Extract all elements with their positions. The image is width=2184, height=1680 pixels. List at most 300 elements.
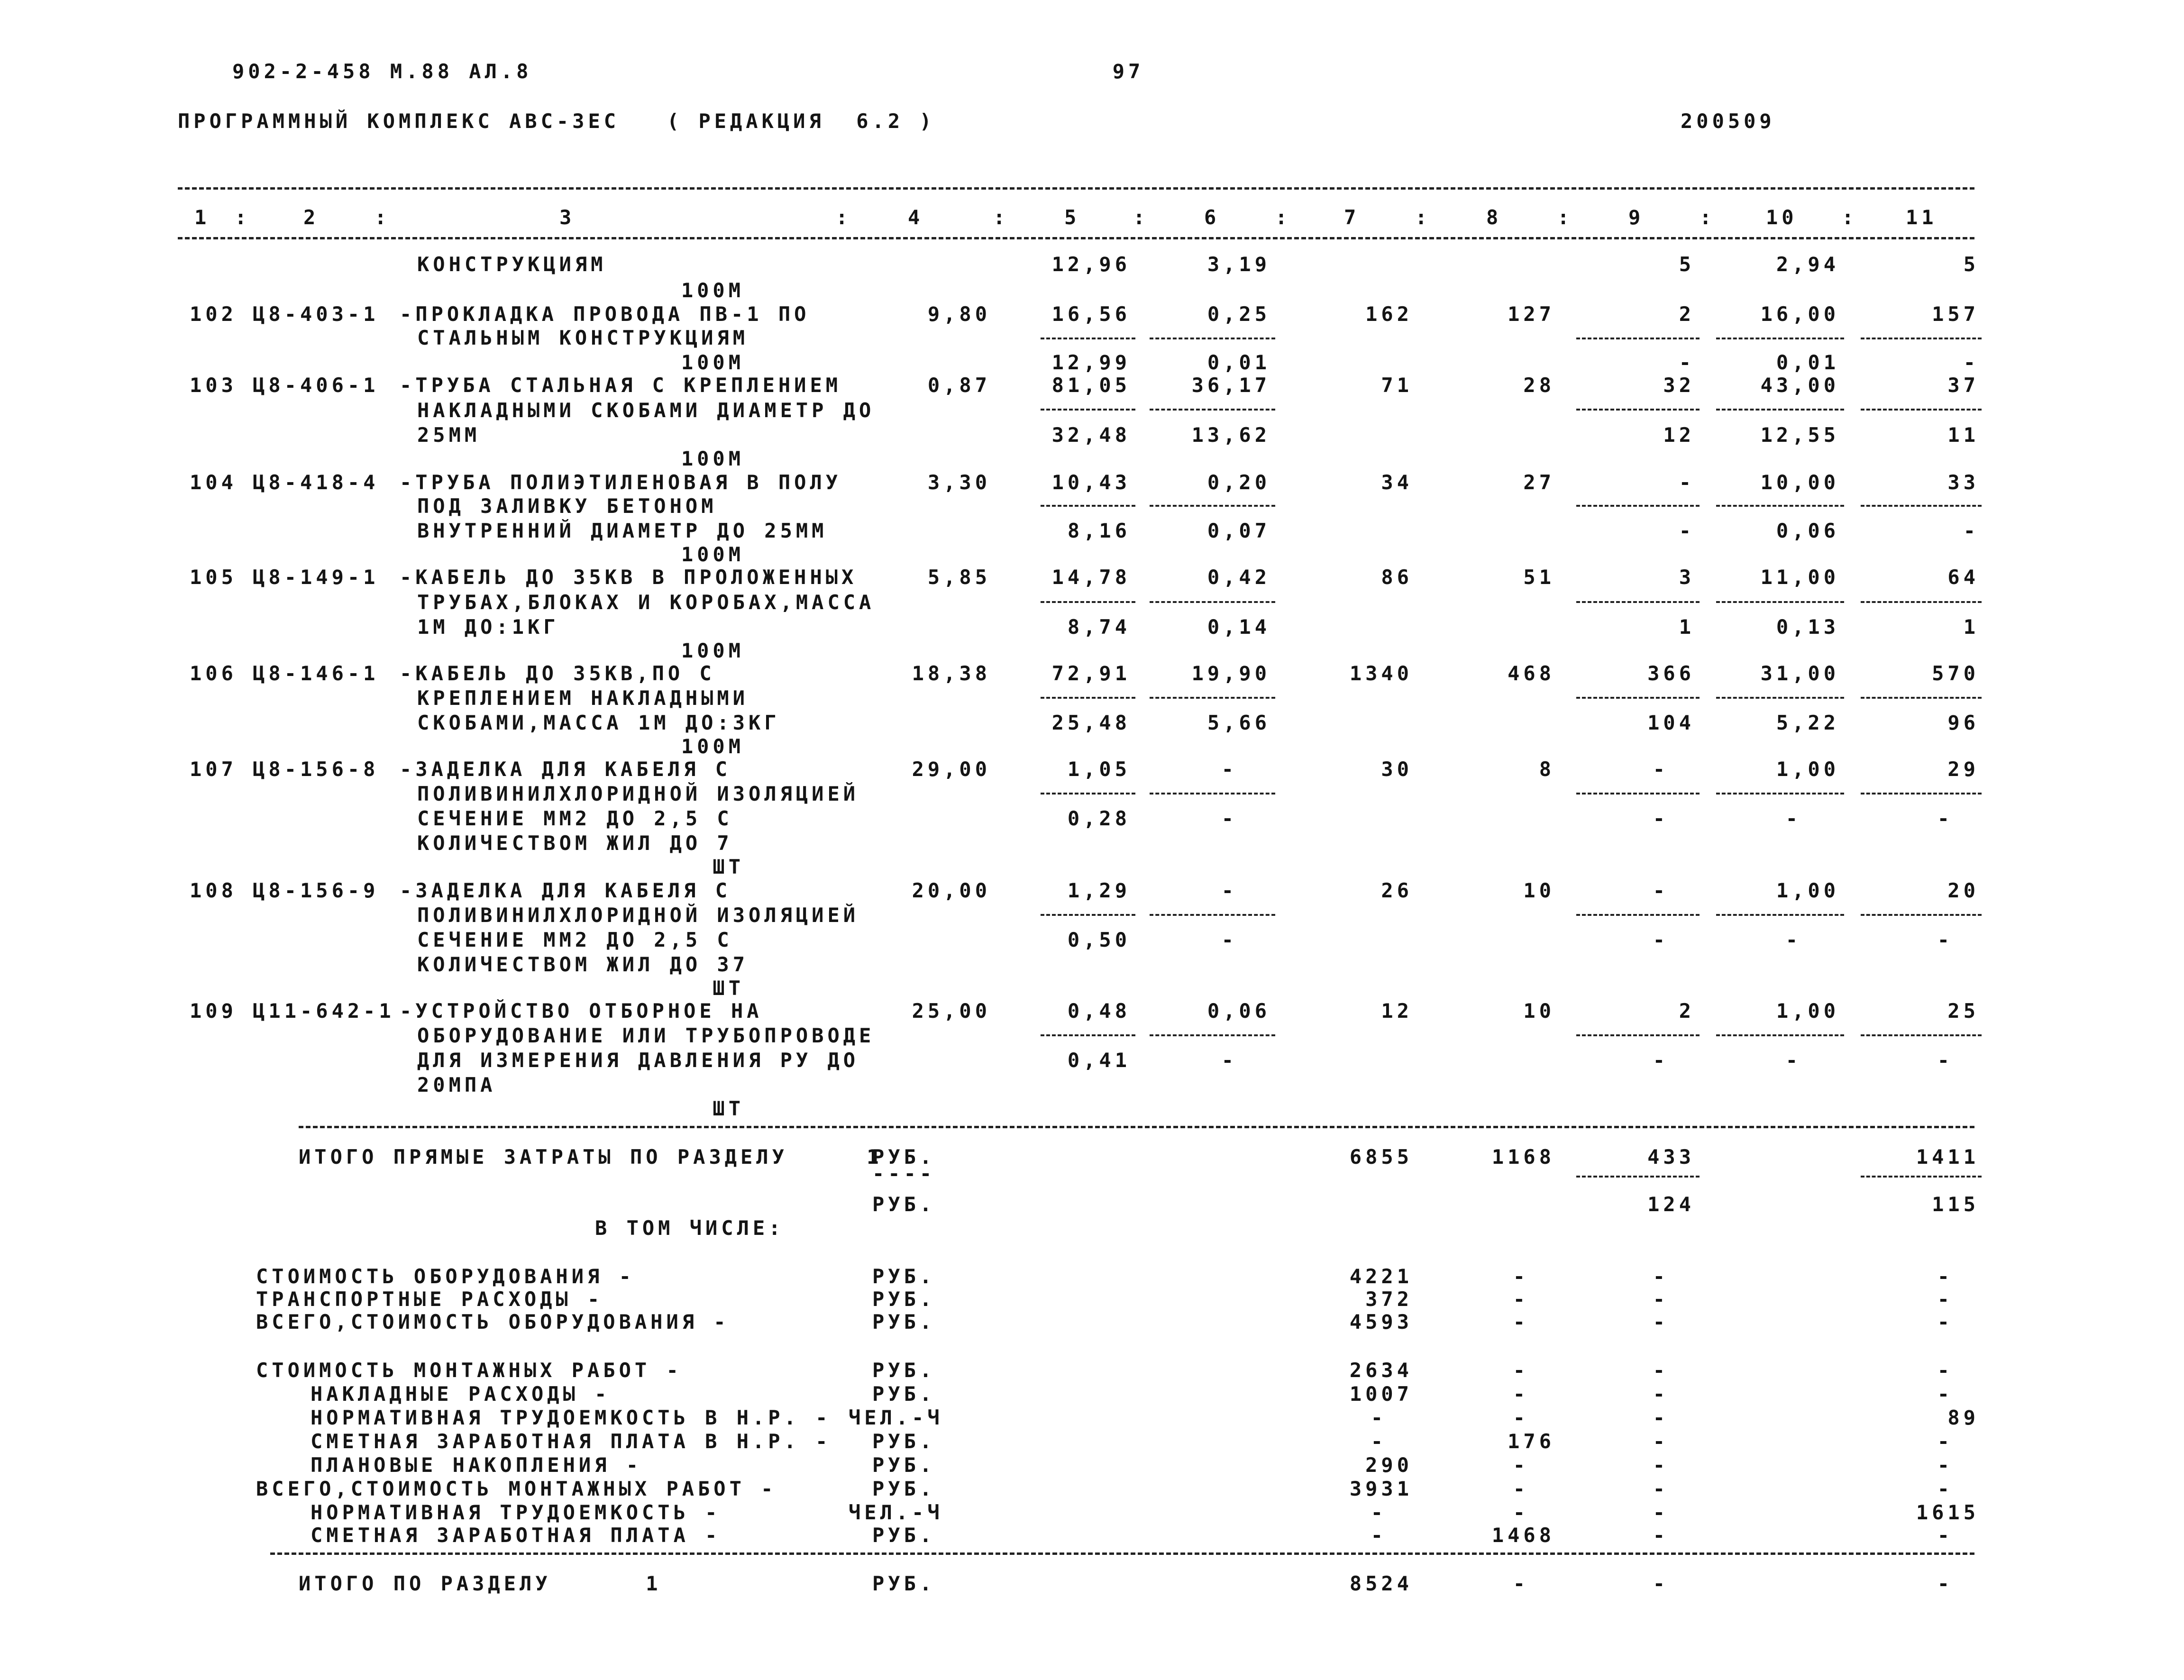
cell-rule [1576, 409, 1700, 411]
cell-c11: 33 [1947, 471, 1979, 494]
cell-c11: - [1937, 1287, 1953, 1311]
item-code: 102 Ц8-403-1 [190, 302, 379, 326]
cell-c11: - [1937, 1572, 1953, 1595]
cell-c11: - [1937, 1477, 1953, 1500]
cell-c7: - [1371, 1501, 1387, 1524]
item-description: 20МПА [417, 1073, 496, 1096]
table-header-rule [178, 237, 1974, 239]
cell-c10: 12,55 [1760, 423, 1839, 447]
cell-c7: - [1371, 1430, 1387, 1453]
program-code: 200509 [1681, 110, 1775, 133]
cell-rule [1150, 697, 1275, 699]
cell-c9: - [1653, 928, 1669, 951]
cell-c10: 5,22 [1776, 711, 1839, 734]
cell-rule [1150, 1034, 1275, 1036]
unit-label: ШТ [713, 977, 744, 1000]
cell-c7: 26 [1381, 879, 1413, 902]
cell-c9: 12 [1663, 423, 1695, 447]
cell-c4: 25,00 [912, 999, 991, 1023]
cell-c8: 51 [1523, 566, 1555, 589]
cell-rule [1150, 505, 1275, 507]
cell-c6: - [1221, 807, 1237, 830]
cell-c7: 30 [1381, 758, 1413, 781]
cell-c9: 3 [1679, 566, 1695, 589]
cell-c7: 8524 [1349, 1572, 1413, 1595]
cell-rule [1576, 601, 1700, 603]
item-description: СЕЧЕНИЕ ММ2 ДО 2,5 С [417, 928, 733, 951]
currency-unit: РУБ. [872, 1572, 936, 1595]
cell-c6: 0,01 [1207, 351, 1270, 374]
cell-rule [1861, 409, 1982, 411]
cell-c9: 1 [1679, 615, 1695, 639]
cell-rule [1150, 409, 1275, 411]
col-6: 6 [1204, 206, 1220, 229]
cell-c7: 4593 [1349, 1310, 1413, 1333]
cell-rule [1861, 338, 1982, 339]
item-description: -КАБЕЛЬ ДО 35КВ В ПРОЛОЖЕННЫХ [400, 566, 858, 589]
cell-c9: - [1653, 1049, 1669, 1072]
unit-label: 100М [681, 447, 744, 470]
item-code: 108 Ц8-156-9 [190, 879, 379, 902]
cell-c11: 1 [1963, 615, 1979, 639]
col-sep: : [375, 206, 391, 229]
cell-c6: - [1221, 879, 1237, 902]
col-10: 10 [1766, 206, 1798, 229]
col-sep: : [1700, 206, 1716, 229]
item-description: ДЛЯ ИЗМЕРЕНИЯ ДАВЛЕНИЯ РУ ДО [417, 1049, 859, 1072]
cell-rule [1576, 1176, 1700, 1178]
cell-c9: - [1679, 519, 1695, 542]
cell-c9: 433 [1647, 1145, 1695, 1169]
line-unit: РУБ. [872, 1477, 936, 1500]
cell-rule [1861, 793, 1982, 794]
cell-rule [1576, 338, 1700, 339]
cell-c7: 34 [1381, 471, 1413, 494]
cell-c8: - [1513, 1406, 1529, 1429]
cell-c9: - [1653, 879, 1669, 902]
cell-rule [1150, 914, 1275, 916]
cell-c11: - [1937, 1430, 1953, 1453]
cell-c9: 2 [1679, 999, 1695, 1023]
col-1: 1 [194, 206, 210, 229]
cell-c8: - [1513, 1310, 1529, 1333]
col-sep: : [836, 206, 852, 229]
cell-c5: 81,05 [1051, 374, 1131, 397]
cell-c9: - [1653, 1572, 1669, 1595]
cell-c5: 32,48 [1051, 423, 1131, 447]
cell-c8: - [1513, 1265, 1529, 1288]
cell-c7: 372 [1365, 1287, 1413, 1311]
cell-c5: 12,99 [1051, 351, 1131, 374]
cell-c11: 11 [1947, 423, 1979, 447]
currency-unit: РУБ. [872, 1145, 936, 1169]
col-sep: : [1557, 206, 1573, 229]
cell-c10: 1,00 [1776, 999, 1839, 1023]
cell-rule [1861, 601, 1982, 603]
cell-c8: 8 [1539, 758, 1555, 781]
cell-c7: 86 [1381, 566, 1413, 589]
cell-c5: 12,96 [1051, 253, 1131, 276]
cell-rule [1861, 505, 1982, 507]
line-label: СТОИМОСТЬ ОБОРУДОВАНИЯ - [256, 1265, 635, 1288]
item-description: КОНСТРУКЦИЯМ [417, 253, 607, 276]
cell-c5: 14,78 [1051, 566, 1131, 589]
cell-c6: - [1221, 928, 1237, 951]
line-label: ТРАНСПОРТНЫЕ РАСХОДЫ - [256, 1287, 603, 1311]
cell-c7: - [1371, 1524, 1387, 1547]
unit-label: ШТ [713, 855, 744, 878]
cell-c9: - [1653, 1287, 1669, 1311]
cell-c11: 157 [1932, 302, 1979, 326]
cell-rule [1716, 338, 1844, 339]
cell-c7: 3931 [1349, 1477, 1413, 1500]
cell-c6: 19,90 [1191, 662, 1270, 685]
line-label: НОРМАТИВНАЯ ТРУДОЕМКОСТЬ В Н.Р. - [311, 1406, 832, 1429]
cell-c8: - [1513, 1477, 1529, 1500]
item-description: ПОЛИВИНИЛХЛОРИДНОЙ ИЗОЛЯЦИЕЙ [417, 782, 859, 805]
col-11: 11 [1906, 206, 1937, 229]
col-9: 9 [1628, 206, 1645, 229]
table-top-rule [178, 187, 1974, 190]
cell-c9: - [1653, 1359, 1669, 1382]
cell-c9: - [1653, 1382, 1669, 1406]
line-label: СТОИМОСТЬ МОНТАЖНЫХ РАБОТ - [256, 1359, 682, 1382]
cell-c9: 104 [1647, 711, 1695, 734]
cell-c10: 1,00 [1776, 879, 1839, 902]
cell-rule [1576, 914, 1700, 916]
cell-c5: 10,43 [1051, 471, 1131, 494]
cell-c9: - [1679, 351, 1695, 374]
cell-c6: 36,17 [1191, 374, 1270, 397]
cell-rule [1716, 914, 1844, 916]
unit-label: 100М [681, 279, 744, 302]
cell-c11: - [1963, 351, 1979, 374]
item-description: СЕЧЕНИЕ ММ2 ДО 2,5 С [417, 807, 733, 830]
cell-c11: 1411 [1916, 1145, 1979, 1169]
cell-rule [1861, 1176, 1982, 1178]
unit-label: 100М [681, 543, 744, 566]
line-unit: РУБ. [872, 1382, 936, 1406]
cell-c11: 5 [1963, 253, 1979, 276]
including-label: В ТОМ ЧИСЛЕ: [595, 1216, 785, 1240]
cell-rule [1716, 697, 1844, 699]
cell-c6: 0,14 [1207, 615, 1270, 639]
cell-c7: 12 [1381, 999, 1413, 1023]
cell-c8: 1468 [1491, 1524, 1555, 1547]
col-8: 8 [1486, 206, 1502, 229]
cell-c9: - [1653, 1406, 1669, 1429]
cell-c9: - [1653, 1265, 1669, 1288]
cell-rule [1716, 1034, 1844, 1036]
item-description: СКОБАМИ,МАССА 1М ДО:3КГ [417, 711, 780, 734]
cell-c4: 0,87 [927, 374, 991, 397]
line-unit: ЧЕЛ.-Ч [849, 1406, 943, 1429]
cell-c6: - [1221, 758, 1237, 781]
cell-c11: - [1963, 519, 1979, 542]
cell-rule [1150, 338, 1275, 339]
unit-label: ШТ [713, 1097, 744, 1120]
cell-c6: 0,07 [1207, 519, 1270, 542]
cell-c9: - [1653, 1430, 1669, 1453]
currency-unit: РУБ. [872, 1193, 936, 1216]
cell-c9: 32 [1663, 374, 1695, 397]
col-2: 2 [303, 206, 320, 229]
line-label: ВСЕГО,СТОИМОСТЬ ОБОРУДОВАНИЯ - [256, 1310, 730, 1333]
cell-c9: - [1653, 1477, 1669, 1500]
item-code: 103 Ц8-406-1 [190, 374, 379, 397]
cell-c6: 13,62 [1191, 423, 1270, 447]
col-sep: : [993, 206, 1009, 229]
col-sep: : [1275, 206, 1291, 229]
cell-c9: 124 [1647, 1193, 1695, 1216]
totals-top-rule [299, 1126, 1974, 1128]
cell-rule [1041, 1034, 1135, 1036]
cell-c11: - [1937, 1524, 1953, 1547]
cell-c9: 5 [1679, 253, 1695, 276]
cell-c11: - [1937, 1359, 1953, 1382]
cell-c11: 1615 [1916, 1501, 1979, 1524]
item-description: -ТРУБА СТАЛЬНАЯ С КРЕПЛЕНИЕМ [400, 374, 842, 397]
section-total-label: ИТОГО ПО РАЗДЕЛУ 1 [299, 1572, 662, 1595]
cell-c11: - [1937, 807, 1953, 830]
cell-c5: 8,16 [1067, 519, 1131, 542]
cell-c4: 29,00 [912, 758, 991, 781]
line-label: СМЕТНАЯ ЗАРАБОТНАЯ ПЛАТА - [311, 1524, 721, 1547]
line-label: НАКЛАДНЫЕ РАСХОДЫ - [311, 1382, 611, 1406]
item-description: ПОЛИВИНИЛХЛОРИДНОЙ ИЗОЛЯЦИЕЙ [417, 904, 859, 927]
cell-c7: - [1371, 1406, 1387, 1429]
cell-c9: - [1679, 471, 1695, 494]
cell-c9: - [1653, 1310, 1669, 1333]
cell-c7: 1007 [1349, 1382, 1413, 1406]
cell-c9: - [1653, 758, 1669, 781]
cell-c7: 71 [1381, 374, 1413, 397]
cell-c4: 3,30 [927, 471, 991, 494]
cell-c9: - [1653, 1524, 1669, 1547]
item-description: ПОД ЗАЛИВКУ БЕТОНОМ [417, 494, 717, 518]
item-description: ВНУТРЕННИЙ ДИАМЕТР ДО 25ММ [417, 519, 828, 542]
cell-c9: 2 [1679, 302, 1695, 326]
line-unit: РУБ. [872, 1287, 936, 1311]
cell-c10: 10,00 [1760, 471, 1839, 494]
direct-costs-label: ИТОГО ПРЯМЫЕ ЗАТРАТЫ ПО РАЗДЕЛУ 1 [299, 1145, 883, 1169]
cell-c10: 0,06 [1776, 519, 1839, 542]
item-description: КРЕПЛЕНИЕМ НАКЛАДНЫМИ [417, 686, 749, 710]
cell-c8: - [1513, 1359, 1529, 1382]
item-description: ТРУБАХ,БЛОКАХ И КОРОБАХ,МАССА [417, 591, 875, 614]
cell-c8: - [1513, 1572, 1529, 1595]
cell-c11: 29 [1947, 758, 1979, 781]
line-unit: РУБ. [872, 1265, 936, 1288]
cell-c6: 5,66 [1207, 711, 1270, 734]
item-code: 105 Ц8-149-1 [190, 566, 379, 589]
cell-c5: 1,05 [1067, 758, 1131, 781]
line-label: ПЛАНОВЫЕ НАКОПЛЕНИЯ - [311, 1453, 642, 1477]
cell-c9: - [1653, 1501, 1669, 1524]
item-description: 25ММ [417, 423, 481, 447]
col-7: 7 [1344, 206, 1360, 229]
cell-c10: 1,00 [1776, 758, 1839, 781]
cell-c4: 9,80 [927, 302, 991, 326]
cell-rule [1716, 601, 1844, 603]
page-number: 97 [1112, 60, 1144, 83]
cell-c7: 1340 [1349, 662, 1413, 685]
cell-rule [1576, 505, 1700, 507]
cell-c11: - [1937, 1382, 1953, 1406]
cell-c8: - [1513, 1453, 1529, 1477]
item-description: КОЛИЧЕСТВОМ ЖИЛ ДО 37 [417, 953, 749, 976]
cell-c11: - [1937, 1310, 1953, 1333]
cell-c8: - [1513, 1501, 1529, 1524]
cell-c5: 0,28 [1067, 807, 1131, 830]
cell-rule [1716, 793, 1844, 794]
item-description: -КАБЕЛЬ ДО 35КВ,ПО С [400, 662, 715, 685]
cell-c11: 570 [1932, 662, 1979, 685]
cell-c11: 25 [1947, 999, 1979, 1023]
cell-c10: 43,00 [1760, 374, 1839, 397]
cell-c5: 1,29 [1067, 879, 1131, 902]
cell-c6: 0,42 [1207, 566, 1270, 589]
item-code: 104 Ц8-418-4 [190, 471, 379, 494]
cell-c5: 0,50 [1067, 928, 1131, 951]
cell-rule [1041, 697, 1135, 699]
cell-c10: 31,00 [1760, 662, 1839, 685]
item-code: 109 Ц11-642-1 [190, 999, 395, 1023]
item-code: 106 Ц8-146-1 [190, 662, 379, 685]
cell-rule [1576, 1034, 1700, 1036]
cell-rule [1150, 601, 1275, 603]
cell-c9: - [1653, 807, 1669, 830]
cell-c10: 0,01 [1776, 351, 1839, 374]
cell-c5: 72,91 [1051, 662, 1131, 685]
cell-c7: 4221 [1349, 1265, 1413, 1288]
item-description: -ЗАДЕЛКА ДЛЯ КАБЕЛЯ С [400, 758, 731, 781]
unit-label: 100М [681, 351, 744, 374]
cell-c10: - [1785, 1049, 1801, 1072]
col-sep: : [1133, 206, 1149, 229]
program-title: ПРОГРАММНЫЙ КОМПЛЕКС АВС-ЗЕС ( РЕДАКЦИЯ 6.2 ) [178, 110, 935, 133]
cell-rule [1861, 697, 1982, 699]
cell-c8: 10 [1523, 999, 1555, 1023]
line-label: СМЕТНАЯ ЗАРАБОТНАЯ ПЛАТА В Н.Р. - [311, 1430, 832, 1453]
cell-rule [1041, 793, 1135, 794]
cell-c8: 1168 [1491, 1145, 1555, 1169]
item-description: ОБОРУДОВАНИЕ ИЛИ ТРУБОПРОВОДЕ [417, 1024, 875, 1047]
cell-c9: - [1653, 1453, 1669, 1477]
cell-c10: - [1785, 928, 1801, 951]
col-sep: : [235, 206, 251, 229]
cell-c6: 0,20 [1207, 471, 1270, 494]
line-unit: РУБ. [872, 1310, 936, 1333]
cell-rule [1716, 505, 1844, 507]
item-description: -ПРОКЛАДКА ПРОВОДА ПВ-1 ПО [400, 302, 810, 326]
cell-c5: 0,41 [1067, 1049, 1131, 1072]
item-description: НАКЛАДНЫМИ СКОБАМИ ДИАМЕТР ДО [417, 399, 875, 422]
cell-rule [1150, 793, 1275, 794]
cell-c11: 64 [1947, 566, 1979, 589]
cell-c6: - [1221, 1049, 1237, 1072]
line-unit: РУБ. [872, 1359, 936, 1382]
cell-c11: 89 [1947, 1406, 1979, 1429]
currency-rule: ---- [872, 1162, 936, 1185]
cell-c8: 10 [1523, 879, 1555, 902]
line-unit: РУБ. [872, 1430, 936, 1453]
cell-c7: 290 [1365, 1453, 1413, 1477]
item-description: -ЗАДЕЛКА ДЛЯ КАБЕЛЯ С [400, 879, 731, 902]
cell-c5: 25,48 [1051, 711, 1131, 734]
cell-c10: - [1785, 807, 1801, 830]
cell-rule [1041, 409, 1135, 411]
cell-rule [1041, 505, 1135, 507]
col-sep: : [1415, 206, 1431, 229]
item-description: СТАЛЬНЫМ КОНСТРУКЦИЯМ [417, 326, 749, 349]
cell-rule [1041, 914, 1135, 916]
cell-rule [1716, 409, 1844, 411]
cell-c7: 162 [1365, 302, 1413, 326]
cell-rule [1861, 1034, 1982, 1036]
cell-c10: 2,94 [1776, 253, 1839, 276]
cell-c9: 366 [1647, 662, 1695, 685]
cell-c11: - [1937, 1453, 1953, 1477]
line-unit: ЧЕЛ.-Ч [849, 1501, 943, 1524]
cell-c4: 20,00 [912, 879, 991, 902]
cell-rule [1041, 338, 1135, 339]
cell-c6: 0,25 [1207, 302, 1270, 326]
col-3: 3 [559, 206, 576, 229]
cell-c11: - [1937, 1265, 1953, 1288]
cell-rule [1576, 793, 1700, 794]
item-description: 1М ДО:1КГ [417, 615, 559, 639]
cell-c6: 3,19 [1207, 253, 1270, 276]
line-label: НОРМАТИВНАЯ ТРУДОЕМКОСТЬ - [311, 1501, 721, 1524]
unit-label: 100М [681, 639, 744, 662]
cell-c11: - [1937, 928, 1953, 951]
col-4: 4 [908, 206, 924, 229]
cell-c11: 20 [1947, 879, 1979, 902]
section-total-rule [270, 1552, 1974, 1555]
cell-c4: 18,38 [912, 662, 991, 685]
line-label: ВСЕГО,СТОИМОСТЬ МОНТАЖНЫХ РАБОТ - [256, 1477, 777, 1500]
cell-c8: 28 [1523, 374, 1555, 397]
cell-c11: 96 [1947, 711, 1979, 734]
cell-c7: 2634 [1349, 1359, 1413, 1382]
cell-c10: 16,00 [1760, 302, 1839, 326]
unit-label: 100М [681, 735, 744, 758]
cell-c4: 5,85 [927, 566, 991, 589]
cell-c8: - [1513, 1382, 1529, 1406]
item-description: -УСТРОЙСТВО ОТБОРНОЕ НА [400, 999, 763, 1023]
cell-rule [1576, 697, 1700, 699]
cell-c6: 0,06 [1207, 999, 1270, 1023]
cell-c8: - [1513, 1287, 1529, 1311]
cell-c5: 8,74 [1067, 615, 1131, 639]
cell-c8: 27 [1523, 471, 1555, 494]
doc-code: 902-2-458 М.88 АЛ.8 [232, 60, 532, 83]
cell-c8: 176 [1508, 1430, 1555, 1453]
item-description: -ТРУБА ПОЛИЭТИЛЕНОВАЯ В ПОЛУ [400, 471, 842, 494]
item-code: 107 Ц8-156-8 [190, 758, 379, 781]
line-unit: РУБ. [872, 1453, 936, 1477]
cell-c5: 0,48 [1067, 999, 1131, 1023]
cell-c10: 11,00 [1760, 566, 1839, 589]
item-description: КОЛИЧЕСТВОМ ЖИЛ ДО 7 [417, 831, 733, 855]
cell-c8: 468 [1508, 662, 1555, 685]
line-unit: РУБ. [872, 1524, 936, 1547]
cell-c8: 127 [1508, 302, 1555, 326]
cell-c7: 6855 [1349, 1145, 1413, 1169]
cell-c11: 37 [1947, 374, 1979, 397]
cell-rule [1861, 914, 1982, 916]
